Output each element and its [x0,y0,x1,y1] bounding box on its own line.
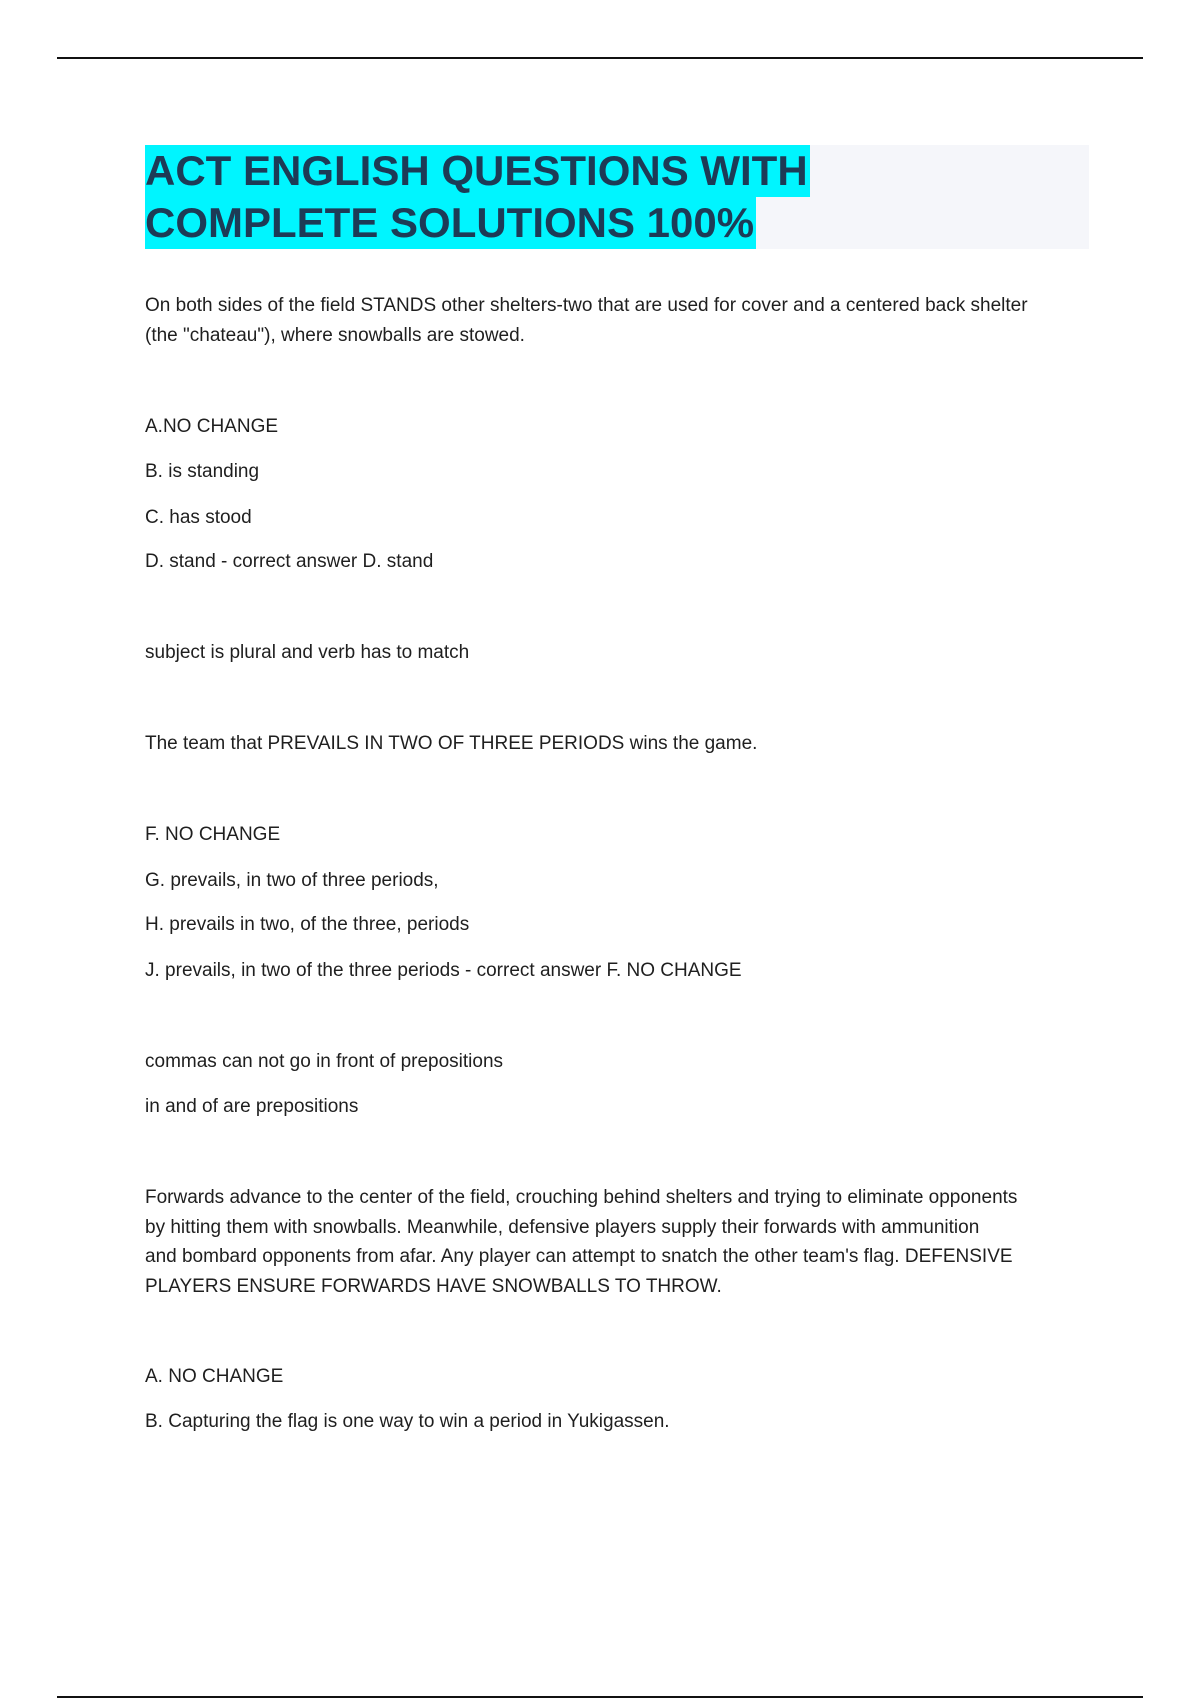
title-line-2: COMPLETE SOLUTIONS 100% [145,197,756,249]
q3-option-a: A. NO CHANGE [145,1366,284,1387]
q2-option-h: H. prevails in two, of the three, periods [145,914,470,935]
q3-stem-line-4: PLAYERS ENSURE FORWARDS HAVE SNOWBALLS TO THROW. [145,1276,722,1297]
q3-stem-line-3: and bombard opponents from afar. Any player can attempt to snatch the other team's flag. DEFENSIVE [145,1246,1013,1267]
q1-explanation: subject is plural and verb has to match [145,642,470,663]
title-line-1: ACT ENGLISH QUESTIONS WITH [145,145,810,197]
q1-option-c: C. has stood [145,507,252,528]
q2-option-f: F. NO CHANGE [145,824,281,845]
document-title [145,145,1089,249]
q2-explanation-1: commas can not go in front of prepositions [145,1051,504,1072]
q2-stem: The team that PREVAILS IN TWO OF THREE PERIODS wins the game. [145,733,758,754]
top-rule [57,57,1143,59]
q2-option-g: G. prevails, in two of three periods, [145,870,439,891]
q1-stem-line-2: (the "chateau"), where snowballs are stowed. [145,325,525,346]
bottom-rule [57,1696,1143,1698]
q2-explanation-2: in and of are prepositions [145,1096,359,1117]
q1-stem-line-1: On both sides of the field STANDS other shelters-two that are used for cover and a centered back shelter [145,295,1028,316]
q2-option-j: J. prevails, in two of the three periods - correct answer F. NO CHANGE [145,960,742,981]
q3-stem-line-1: Forwards advance to the center of the field, crouching behind shelters and trying to eliminate opponents [145,1187,1018,1208]
q1-option-d: D. stand - correct answer D. stand [145,551,434,572]
q1-option-a: A.NO CHANGE [145,416,279,437]
q3-stem-line-2: by hitting them with snowballs. Meanwhile, defensive players supply their forwards with ammunition [145,1217,980,1238]
q1-option-b: B. is standing [145,461,260,482]
q3-option-b: B. Capturing the flag is one way to win a period in Yukigassen. [145,1411,670,1432]
